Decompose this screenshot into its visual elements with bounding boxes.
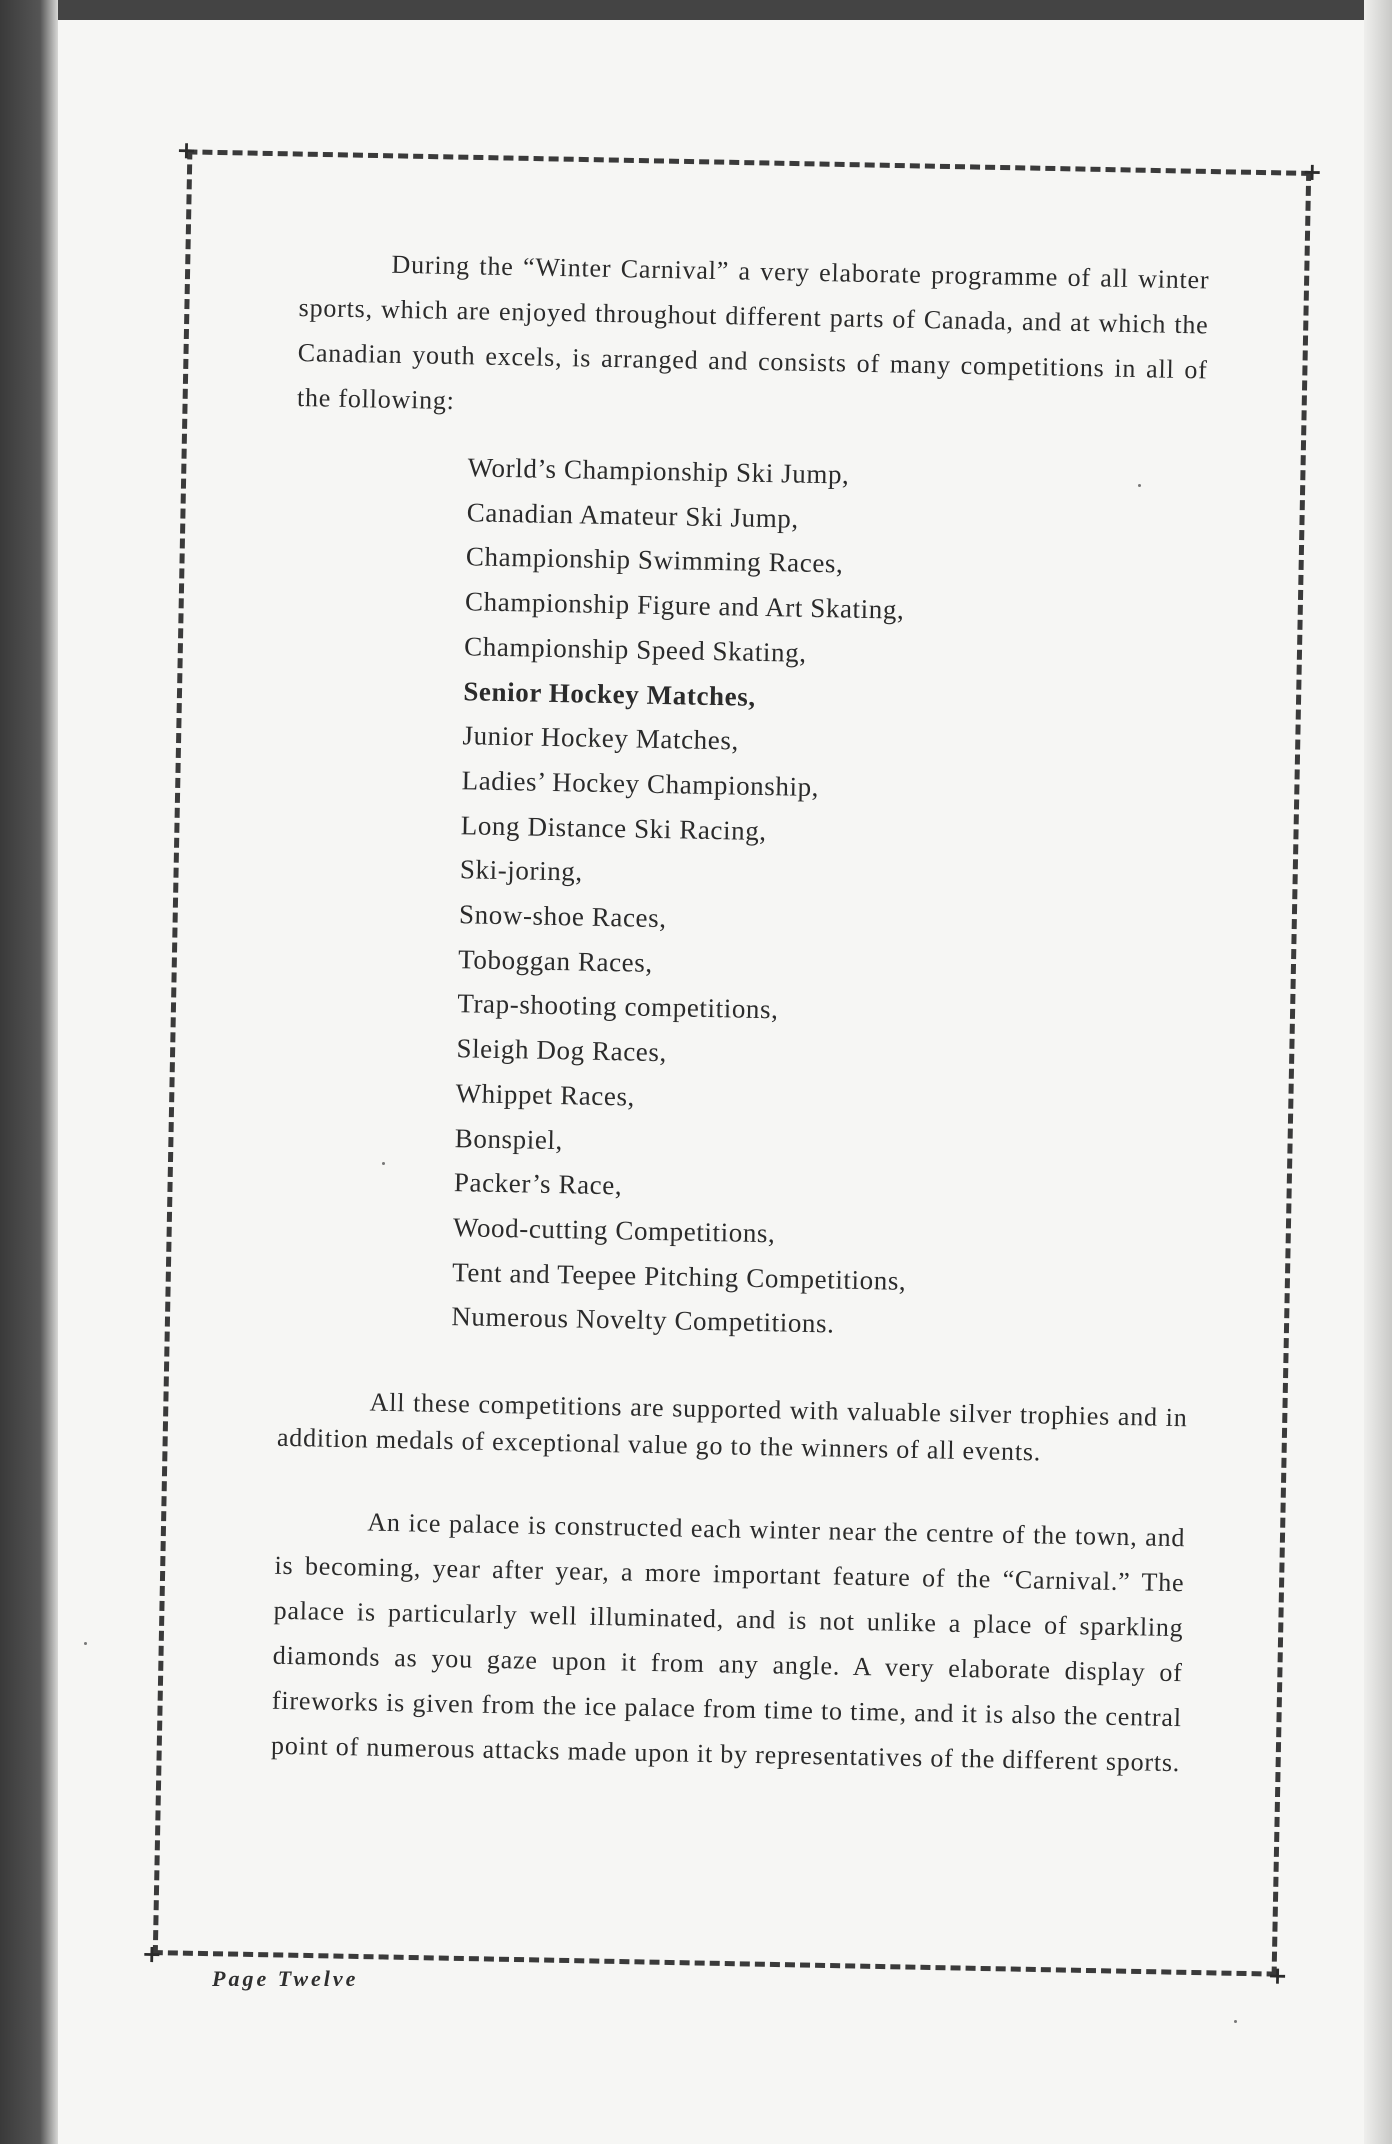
list-item: Long Distance Ski Racing, — [460, 809, 767, 846]
list-item: Championship Figure and Art Skating, — [464, 586, 905, 625]
dust-speck — [1138, 484, 1141, 487]
list-item: Ladies’ Hockey Championship, — [461, 765, 820, 802]
dust-speck — [1234, 2020, 1237, 2023]
list-item: Bonspiel, — [454, 1122, 564, 1155]
list-item: Junior Hockey Matches, — [462, 720, 740, 756]
list-item: Wood-cutting Competitions, — [452, 1212, 776, 1249]
corner-ornament-icon: + — [1301, 157, 1323, 187]
list-item: Championship Swimming Races, — [465, 541, 844, 579]
list-item: Championship Speed Skating, — [463, 631, 807, 668]
list-item: Packer’s Race, — [453, 1167, 623, 1201]
list-item: Tent and Teepee Pitching Competitions, — [451, 1256, 907, 1296]
list-item: Trap-shooting competitions, — [457, 988, 779, 1025]
corner-ornament-icon: + — [1267, 1961, 1288, 1990]
intro-paragraph: During the “Winter Carnival” a very elaborate programme of all winter sports, which are enjoyed throughout different parts of Canada, and at which the Canadian youth excels, is arranged and consists of many competitions in all of the following: — [296, 249, 1210, 415]
list-item: Ski-joring, — [459, 854, 584, 887]
dust-speck — [84, 1642, 87, 1645]
scan-edge-top — [0, 0, 1392, 20]
scan-edge-left — [0, 0, 58, 2144]
list-item: World’s Championship Ski Jump, — [467, 452, 850, 490]
corner-ornament-icon: + — [141, 1939, 163, 1969]
event-list — [451, 445, 1206, 1353]
ice-palace-paragraph: An ice palace is constructed each winter near the centre of the town, and is becoming, year after year, a more important feature of the “Carnival.” The palace is particularly well illuminated, and is not unlike a place of sparkling diamonds as you gaze upon it from any angle. A very elaborate display of fireworks is given from the ice palace from time to time, and it is also the central point of numerous attacks made upon it by representatives of the different sports. — [270, 1507, 1186, 1778]
list-item: Toboggan Races, — [457, 943, 654, 978]
page-content — [271, 240, 1210, 1785]
list-item: Senior Hockey Matches, — [463, 675, 757, 712]
scan-edge-right — [1364, 0, 1392, 2144]
list-item: Snow-shoe Races, — [458, 899, 667, 934]
corner-ornament-icon: + — [176, 136, 197, 165]
list-item: Numerous Novelty Competitions. — [451, 1301, 835, 1339]
list-item: Sleigh Dog Races, — [456, 1033, 668, 1068]
dust-speck — [382, 1162, 385, 1165]
trophies-paragraph: All these competitions are supported with valuable silver trophies and in addition medals of exceptional value go to the winners of all events. — [276, 1387, 1188, 1467]
list-item: Whippet Races, — [455, 1077, 636, 1112]
list-item: Canadian Amateur Ski Jump, — [466, 496, 800, 534]
page-number-label: Page Twelve — [212, 1966, 359, 1991]
